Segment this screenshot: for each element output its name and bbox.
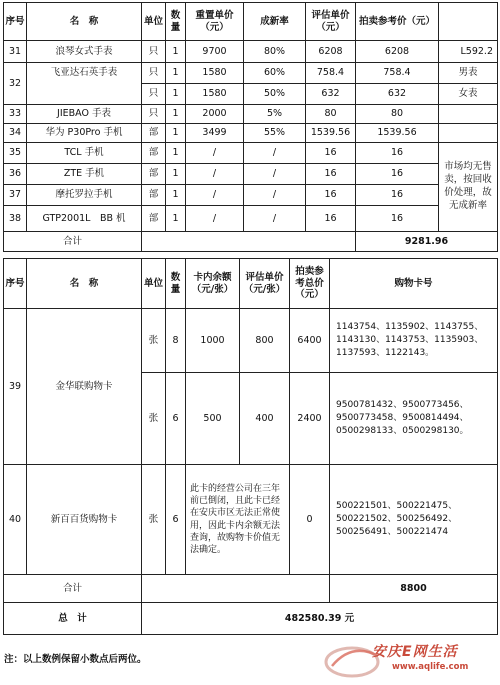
watermark-text: 安庆E网生活 xyxy=(372,644,458,660)
cell-newness: / xyxy=(244,206,306,232)
cell-name: 新百百货购物卡 xyxy=(27,465,142,575)
cell-eval: 16 xyxy=(306,143,356,164)
cell-remark: 男表 xyxy=(439,63,498,84)
header-unit: 单位 xyxy=(142,3,166,41)
cell-qty: 1 xyxy=(166,84,186,105)
cell-eval: 400 xyxy=(240,373,290,465)
cell-qty: 1 xyxy=(166,124,186,143)
header-newness: 成新率 xyxy=(244,3,306,41)
table1-header-row xyxy=(4,3,498,41)
cell-qty: 1 xyxy=(166,185,186,206)
header-eval-price: 评估单价（元/张） xyxy=(240,259,290,309)
cell-eval: 800 xyxy=(240,309,290,373)
cell-total: 2400 xyxy=(290,373,330,465)
total-value: 482580.39 元 xyxy=(142,603,498,635)
cell-replace: / xyxy=(186,185,244,206)
subtotal-label: 合计 xyxy=(4,232,142,252)
cell-unit: 张 xyxy=(142,373,166,465)
table-row xyxy=(4,143,498,164)
cell-unit: 部 xyxy=(142,185,166,206)
cell-replace: 9700 xyxy=(186,41,244,63)
table-row xyxy=(4,63,498,84)
cell-seq: 32 xyxy=(4,63,27,105)
header-name: 名 称 xyxy=(27,259,142,309)
cell-unit: 只 xyxy=(142,63,166,84)
cell-auction: 16 xyxy=(356,185,439,206)
cell-qty: 1 xyxy=(166,63,186,84)
cell-eval: 758.4 xyxy=(306,63,356,84)
subtotal-value: 9281.96 xyxy=(356,232,498,252)
cell-name: 华为 P30Pro 手机 xyxy=(27,124,142,143)
cell-qty: 6 xyxy=(166,465,186,575)
cell-auction: 16 xyxy=(356,143,439,164)
cell-name: GTP2001L BB 机 xyxy=(27,206,142,232)
cell-newness: 80% xyxy=(244,41,306,63)
cell-newness: 55% xyxy=(244,124,306,143)
header-qty: 数量 xyxy=(166,3,186,41)
cell-unit: 只 xyxy=(142,105,166,124)
cell-eval: 80 xyxy=(306,105,356,124)
cell-replace: / xyxy=(186,206,244,232)
cell-remark: 女表 xyxy=(439,84,498,105)
cell-eval: 1539.56 xyxy=(306,124,356,143)
header-auction-total: 拍卖参考总价（元） xyxy=(290,259,330,309)
cell-newness: 50% xyxy=(244,84,306,105)
cell-replace: 1580 xyxy=(186,63,244,84)
table-row xyxy=(4,41,498,63)
cell-balance: 1000 xyxy=(186,309,240,373)
table2-subtotal-row xyxy=(4,575,498,603)
cell-total: 0 xyxy=(290,465,330,575)
cell-seq: 35 xyxy=(4,143,27,164)
valuation-table-1 xyxy=(3,2,498,252)
cell-seq: 39 xyxy=(4,309,27,465)
table1-subtotal-row xyxy=(4,232,498,252)
subtotal-label: 合计 xyxy=(4,575,142,603)
cell-eval: 6208 xyxy=(306,41,356,63)
table-row xyxy=(4,309,498,373)
cell-card-numbers: 9500781432、9500773456、9500773458、9500814494、0500298133、0500298130。 xyxy=(330,373,498,465)
cell-newness: / xyxy=(244,143,306,164)
grand-total-row xyxy=(4,603,498,635)
cell-unit: 只 xyxy=(142,41,166,63)
cell-phone-remark: 市场均无售卖，按回收价处理，故无成新率 xyxy=(439,143,498,232)
cell-unit: 张 xyxy=(142,309,166,373)
cell-seq: 31 xyxy=(4,41,27,63)
cell-replace: 2000 xyxy=(186,105,244,124)
table-row xyxy=(4,206,498,232)
cell-seq: 38 xyxy=(4,206,27,232)
header-remark xyxy=(439,3,498,41)
cell-qty: 8 xyxy=(166,309,186,373)
cell-remark xyxy=(439,124,498,143)
header-qty: 数量 xyxy=(166,259,186,309)
subtotal-value: 8800 xyxy=(330,575,498,603)
cell-name: 飞亚达石英手表 xyxy=(27,63,142,105)
cell-auction: 16 xyxy=(356,206,439,232)
cell-unit: 只 xyxy=(142,84,166,105)
cell-auction: 758.4 xyxy=(356,63,439,84)
cell-unit: 部 xyxy=(142,143,166,164)
header-name: 名 称 xyxy=(27,3,142,41)
cell-eval: 632 xyxy=(306,84,356,105)
cell-replace: 3499 xyxy=(186,124,244,143)
cell-auction: 632 xyxy=(356,84,439,105)
header-eval-price: 评估单价（元） xyxy=(306,3,356,41)
cell-card-numbers: 500221501、500221475、500221502、500256492、500256491、500221474 xyxy=(330,465,498,575)
cell-qty: 1 xyxy=(166,164,186,185)
cell-card-numbers: 1143754、1135902、1143755、1143130、1143753、1135903、1137593、1122143。 xyxy=(330,309,498,373)
cell-unit: 张 xyxy=(142,465,166,575)
cell-newness: 5% xyxy=(244,105,306,124)
cell-eval: 16 xyxy=(306,164,356,185)
cell-replace: 1580 xyxy=(186,84,244,105)
cell-newness: / xyxy=(244,164,306,185)
cell-name: 浪琴女式手表 xyxy=(27,41,142,63)
header-balance: 卡内余额（元/张） xyxy=(186,259,240,309)
cell-seq: 36 xyxy=(4,164,27,185)
cell-remark: L592.2 xyxy=(439,41,498,63)
cell-seq: 34 xyxy=(4,124,27,143)
table-row xyxy=(4,124,498,143)
cell-replace: / xyxy=(186,164,244,185)
cell-card-note: 此卡的经营公司在三年前已倒闭，且此卡已经在安庆市区无法正常使用，因此卡内余额无法查询，故购物卡价值无法确定。 xyxy=(186,465,290,575)
table2-header-row xyxy=(4,259,498,309)
cell-qty: 1 xyxy=(166,41,186,63)
cell-eval: 16 xyxy=(306,206,356,232)
shopping-card-table xyxy=(3,258,498,635)
header-replace-price: 重置单价（元） xyxy=(186,3,244,41)
cell-auction: 16 xyxy=(356,164,439,185)
cell-qty: 1 xyxy=(166,143,186,164)
watermark-url: www.aqlife.com xyxy=(392,662,469,672)
cell-qty: 1 xyxy=(166,105,186,124)
cell-name: JIEBAO 手表 xyxy=(27,105,142,124)
header-unit: 单位 xyxy=(142,259,166,309)
cell-name: ZTE 手机 xyxy=(27,164,142,185)
cell-newness: 60% xyxy=(244,63,306,84)
cell-name: TCL 手机 xyxy=(27,143,142,164)
table-row xyxy=(4,164,498,185)
total-label: 总 计 xyxy=(4,603,142,635)
cell-seq: 33 xyxy=(4,105,27,124)
cell-unit: 部 xyxy=(142,124,166,143)
cell-name: 金华联购物卡 xyxy=(27,309,142,465)
table-row xyxy=(4,105,498,124)
footnote: 注：以上数例保留小数点后两位。 xyxy=(4,654,147,665)
table-row xyxy=(4,465,498,575)
cell-eval: 16 xyxy=(306,185,356,206)
table-row xyxy=(4,185,498,206)
cell-auction: 1539.56 xyxy=(356,124,439,143)
cell-qty: 1 xyxy=(166,206,186,232)
cell-qty: 6 xyxy=(166,373,186,465)
header-seq: 序号 xyxy=(4,3,27,41)
cell-auction: 6208 xyxy=(356,41,439,63)
cell-total: 6400 xyxy=(290,309,330,373)
cell-seq: 40 xyxy=(4,465,27,575)
header-auction-price: 拍卖参考价（元） xyxy=(356,3,439,41)
cell-newness: / xyxy=(244,185,306,206)
cell-replace: / xyxy=(186,143,244,164)
cell-balance: 500 xyxy=(186,373,240,465)
header-seq: 序号 xyxy=(4,259,27,309)
cell-seq: 37 xyxy=(4,185,27,206)
cell-remark xyxy=(439,105,498,124)
header-card-no: 购物卡号 xyxy=(330,259,498,309)
cell-auction: 80 xyxy=(356,105,439,124)
cell-name: 摩托罗拉手机 xyxy=(27,185,142,206)
cell-unit: 部 xyxy=(142,164,166,185)
cell-unit: 部 xyxy=(142,206,166,232)
